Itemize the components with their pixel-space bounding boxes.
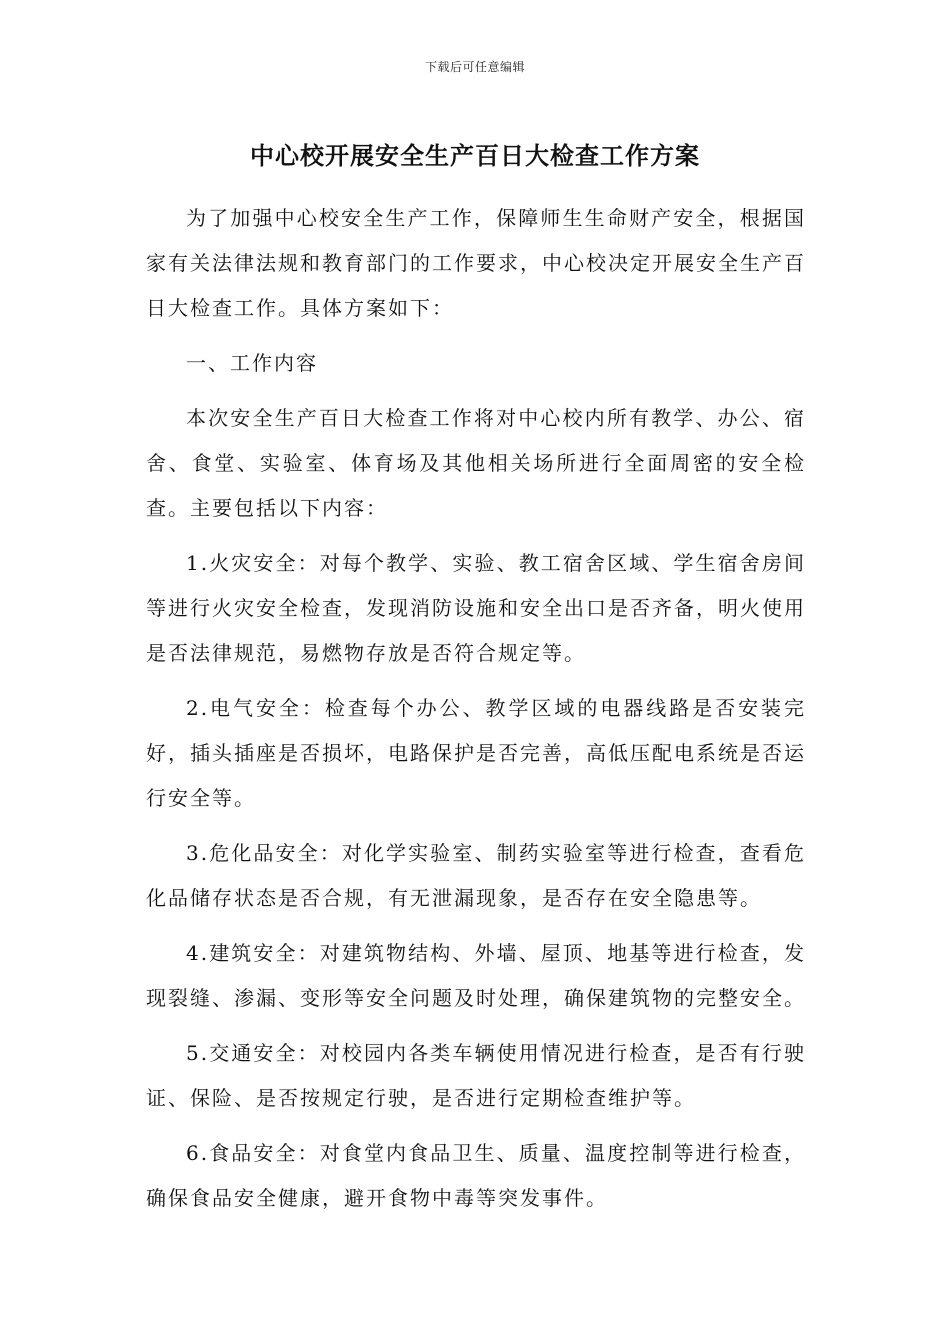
document-title: 中心校开展安全生产百日大检查工作方案 [250,142,700,170]
item-building-safety: 4.建筑安全：对建筑物结构、外墙、屋顶、地基等进行检查，发现裂缝、渗漏、变形等安全问题及时处理，确保建筑物的完整安全。 [146,941,806,1010]
section-heading-work-content: 一、工作内容 [186,351,318,375]
item-traffic-safety: 5.交通安全：对校园内各类车辆使用情况进行检查，是否有行驶证、保险、是否按规定行驶，是否进行定期检查维护等。 [146,1041,806,1110]
item-hazardous-chemicals-safety: 3.危化品安全：对化学实验室、制药实验室等进行检查，查看危化品储存状态是否合规，有无泄漏现象，是否存在安全隐患等。 [146,841,806,910]
scope-paragraph: 本次安全生产百日大检查工作将对中心校内所有教学、办公、宿舍、食堂、实验室、体育场及其他相关场所进行全面周密的安全检查。主要包括以下内容： [146,406,806,520]
document-body [146,196,806,1231]
item-food-safety: 6.食品安全：对食堂内食品卫生、质量、温度控制等进行检查，确保食品安全健康，避开食物中毒等突发事件。 [146,1141,806,1210]
header-note: 下载后可任意编辑 [424,60,525,74]
intro-paragraph: 为了加强中心校安全生产工作，保障师生生命财产安全，根据国家有关法律法规和教育部门的工作要求，中心校决定开展安全生产百日大检查工作。具体方案如下： [146,206,806,320]
item-electrical-safety: 2.电气安全：检查每个办公、教学区域的电器线路是否安装完好，插头插座是否损坏，电路保护是否完善，高低压配电系统是否运行安全等。 [146,696,806,810]
item-fire-safety: 1.火灾安全：对每个教学、实验、教工宿舍区域、学生宿舍房间等进行火灾安全检查，发现消防设施和安全出口是否齐备，明火使用是否法律规范，易燃物存放是否符合规定等。 [146,551,806,665]
